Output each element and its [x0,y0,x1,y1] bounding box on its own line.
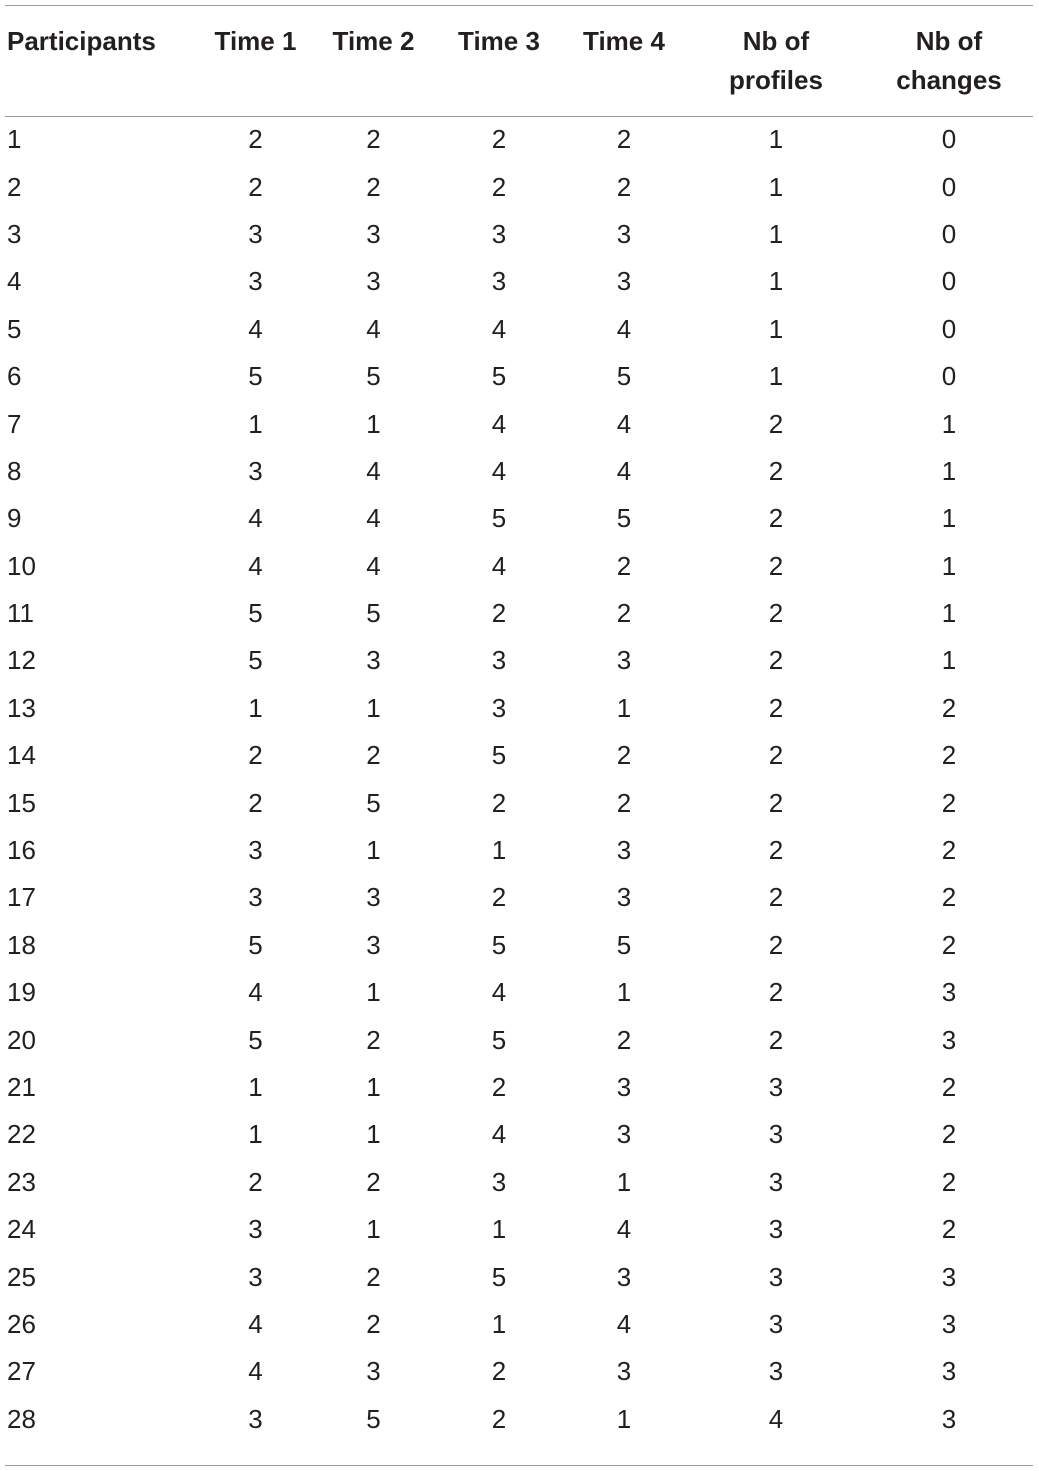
cell-participant: 28 [7,1403,36,1434]
cell-nb-of-profiles: 1 [768,218,784,249]
cell-time-2: 2 [366,1308,381,1339]
cell-nb-of-changes: 1 [941,503,957,534]
cell-time-1: 3 [248,1261,263,1292]
cell-time-3: 4 [491,550,507,581]
cell-nb-of-changes: 2 [941,929,957,960]
cell-participant: 25 [7,1261,36,1292]
cell-time-2: 4 [366,313,381,344]
cell-time-3: 2 [491,882,507,913]
table-row [5,827,1033,874]
table-bottom-rule [5,1465,1033,1466]
cell-time-2: 1 [366,1072,381,1102]
cell-nb-of-profiles: 2 [768,550,784,581]
cell-time-3: 2 [491,171,507,202]
cell-time-2: 3 [366,929,381,960]
cell-time-1: 1 [248,1119,263,1150]
cell-participant: 27 [7,1356,36,1387]
table-row [5,1348,1033,1395]
cell-nb-of-profiles: 2 [768,740,784,771]
cell-time-2: 3 [366,1356,381,1387]
cell-time-1: 4 [248,977,263,1008]
cell-nb-of-changes: 0 [941,171,957,202]
cell-time-4: 4 [616,455,632,486]
header-participants: Participants [7,26,156,56]
table-row [5,211,1033,258]
table-row [5,353,1033,400]
cell-participant: 10 [7,550,36,581]
cell-participant: 24 [7,1214,36,1245]
cell-time-1: 3 [248,455,263,486]
header-time-2: Time 2 [332,26,415,56]
cell-participant: 4 [7,266,22,297]
cell-participant: 7 [7,408,22,439]
cell-time-2: 2 [366,740,381,771]
participants-profile-table [5,6,1033,1443]
cell-time-1: 5 [248,645,263,676]
cell-time-3: 3 [491,218,507,249]
table-row [5,400,1033,447]
cell-time-2: 1 [366,835,381,866]
cell-time-4: 3 [616,882,632,913]
cell-time-3: 5 [491,361,507,392]
table-row [5,637,1033,684]
cell-nb-of-changes: 2 [941,882,957,913]
cell-time-1: 3 [248,882,263,913]
cell-nb-of-profiles: 3 [768,1261,784,1292]
header-time-3: Time 3 [458,26,540,56]
cell-time-3: 5 [491,503,507,534]
table-row [5,874,1033,921]
cell-nb-of-changes: 2 [941,692,957,723]
cell-time-3: 3 [491,266,507,297]
cell-nb-of-changes: 2 [941,835,957,866]
cell-nb-of-changes: 0 [941,124,957,155]
cell-participant: 23 [7,1166,36,1197]
cell-time-1: 2 [248,740,263,771]
cell-participant: 20 [7,1024,36,1055]
cell-time-2: 4 [366,550,381,581]
cell-time-3: 4 [491,455,507,486]
cell-time-4: 1 [616,977,632,1008]
cell-time-4: 5 [616,929,632,960]
cell-nb-of-profiles: 2 [768,787,784,818]
cell-time-4: 4 [616,408,632,439]
table-row [5,1064,1033,1111]
table-row [5,779,1033,826]
cell-time-1: 4 [248,1308,263,1339]
header-nb-of-changes: Nb of changes [896,26,1002,95]
cell-time-2: 5 [366,787,381,818]
cell-time-1: 1 [248,408,263,439]
cell-nb-of-profiles: 2 [768,977,784,1008]
cell-time-2: 3 [366,882,381,913]
cell-time-2: 5 [366,598,381,629]
cell-time-1: 3 [248,266,263,297]
table-body [5,116,1033,1443]
cell-nb-of-changes: 0 [941,218,957,249]
cell-time-2: 2 [366,1024,381,1055]
cell-time-4: 4 [616,313,632,344]
cell-participant: 12 [7,645,36,676]
cell-nb-of-changes: 2 [941,740,957,771]
cell-time-3: 5 [491,1024,507,1055]
cell-time-1: 2 [248,1166,263,1197]
table-row [5,969,1033,1016]
cell-time-1: 4 [248,503,263,534]
cell-time-3: 2 [491,1356,507,1387]
cell-time-1: 4 [248,1356,263,1387]
cell-time-2: 2 [366,171,381,202]
header-time-4: Time 4 [583,26,665,56]
cell-time-4: 3 [616,1072,632,1102]
table-row [5,1159,1033,1206]
cell-time-3: 4 [491,408,507,439]
cell-nb-of-changes: 0 [941,266,957,297]
cell-time-3: 1 [491,835,507,866]
cell-nb-of-changes: 3 [941,1403,957,1434]
cell-nb-of-profiles: 1 [768,361,784,392]
cell-nb-of-changes: 0 [941,361,957,392]
cell-time-3: 2 [491,598,507,629]
cell-participant: 8 [7,455,22,486]
cell-time-3: 2 [491,1403,507,1434]
table-row [5,922,1033,969]
cell-nb-of-profiles: 3 [768,1119,784,1150]
table-row [5,1253,1033,1300]
cell-time-1: 2 [248,124,263,155]
cell-time-2: 1 [366,1119,381,1150]
table-row [5,258,1033,305]
cell-nb-of-changes: 3 [941,1024,957,1055]
table-row [5,732,1033,779]
cell-time-3: 2 [491,124,507,155]
cell-nb-of-profiles: 3 [768,1214,784,1245]
table-row [5,306,1033,353]
cell-time-3: 5 [491,740,507,771]
cell-participant: 3 [7,218,22,249]
cell-time-3: 1 [491,1308,507,1339]
cell-nb-of-profiles: 2 [768,692,784,723]
cell-nb-of-profiles: 4 [768,1403,784,1434]
cell-nb-of-changes: 2 [941,1166,957,1197]
cell-participant: 26 [7,1308,36,1339]
cell-time-2: 5 [366,361,381,392]
cell-participant: 5 [7,313,22,344]
cell-time-4: 3 [616,645,632,676]
cell-nb-of-changes: 2 [941,787,957,818]
cell-participant: 18 [7,929,36,960]
cell-time-1: 4 [248,313,263,344]
cell-time-3: 4 [491,1119,507,1150]
cell-participant: 17 [7,882,36,913]
cell-nb-of-changes: 1 [941,408,957,439]
cell-nb-of-profiles: 1 [768,266,784,297]
cell-nb-of-changes: 3 [941,1261,957,1292]
cell-participant: 14 [7,740,36,771]
cell-nb-of-profiles: 2 [768,455,784,486]
cell-nb-of-changes: 2 [941,1214,957,1245]
cell-time-4: 1 [616,1403,632,1434]
cell-time-3: 2 [491,1072,507,1102]
cell-time-2: 4 [366,455,381,486]
table-row [5,590,1033,637]
cell-time-2: 1 [366,692,381,723]
cell-participant: 22 [7,1119,36,1150]
cell-nb-of-profiles: 1 [768,171,784,202]
cell-time-4: 1 [616,692,632,723]
cell-nb-of-profiles: 2 [768,598,784,629]
cell-nb-of-profiles: 2 [768,929,784,960]
table-row [5,1396,1033,1443]
cell-participant: 19 [7,977,36,1008]
cell-nb-of-profiles: 3 [768,1308,784,1339]
cell-nb-of-changes: 1 [941,455,957,486]
cell-time-2: 1 [366,977,381,1008]
cell-participant: 21 [7,1072,36,1102]
cell-nb-of-changes: 3 [941,1308,957,1339]
cell-time-3: 3 [491,645,507,676]
cell-time-2: 5 [366,1403,381,1434]
cell-nb-of-changes: 2 [941,1119,957,1150]
table-row [5,495,1033,542]
cell-time-2: 2 [366,1166,381,1197]
table-row [5,1301,1033,1348]
cell-time-4: 2 [616,740,632,771]
table-row [5,685,1033,732]
cell-time-4: 2 [616,1024,632,1055]
cell-nb-of-profiles: 3 [768,1166,784,1197]
cell-time-4: 3 [616,1356,632,1387]
table-row [5,163,1033,210]
cell-nb-of-changes: 1 [941,550,957,581]
table-row [5,1206,1033,1253]
header-nb-of-profiles: Nb of profiles [729,26,823,95]
cell-time-4: 2 [616,171,632,202]
table-row [5,543,1033,590]
cell-time-3: 2 [491,787,507,818]
cell-time-1: 1 [248,1072,263,1102]
cell-time-3: 4 [491,977,507,1008]
cell-nb-of-profiles: 2 [768,835,784,866]
cell-nb-of-changes: 3 [941,1356,957,1387]
cell-time-2: 1 [366,1214,381,1245]
cell-participant: 2 [7,171,22,202]
cell-time-4: 3 [616,1261,632,1292]
cell-time-4: 1 [616,1166,632,1197]
cell-time-4: 3 [616,218,632,249]
cell-participant: 11 [7,598,34,629]
cell-time-2: 3 [366,218,381,249]
cell-nb-of-changes: 1 [941,645,957,676]
cell-time-4: 2 [616,787,632,818]
cell-time-4: 2 [616,550,632,581]
cell-participant: 16 [7,835,36,866]
cell-time-3: 3 [491,1166,507,1197]
cell-time-4: 4 [616,1308,632,1339]
cell-time-1: 3 [248,218,263,249]
cell-time-4: 3 [616,266,632,297]
cell-time-2: 3 [366,266,381,297]
table-header-row [5,6,1033,116]
cell-time-3: 5 [491,929,507,960]
cell-time-4: 5 [616,503,632,534]
cell-time-3: 5 [491,1261,507,1292]
cell-nb-of-profiles: 1 [768,124,784,155]
cell-participant: 9 [7,503,22,534]
cell-nb-of-changes: 3 [941,977,957,1008]
cell-time-1: 3 [248,835,263,866]
header-time-1: Time 1 [214,26,297,56]
cell-time-1: 3 [248,1214,263,1245]
cell-time-1: 2 [248,171,263,202]
cell-time-3: 3 [491,692,507,723]
cell-time-1: 5 [248,929,263,960]
cell-time-4: 3 [616,835,632,866]
cell-nb-of-profiles: 2 [768,645,784,676]
cell-time-3: 1 [491,1214,507,1245]
cell-nb-of-changes: 0 [941,313,957,344]
cell-time-1: 2 [248,787,263,818]
cell-time-1: 5 [248,1024,263,1055]
table-row [5,1016,1033,1063]
cell-time-1: 3 [248,1403,263,1434]
cell-time-4: 2 [616,124,632,155]
cell-time-4: 5 [616,361,632,392]
cell-time-4: 3 [616,1119,632,1150]
cell-time-3: 4 [491,313,507,344]
table-row [5,1111,1033,1158]
cell-time-2: 2 [366,1261,381,1292]
cell-time-2: 4 [366,503,381,534]
cell-time-2: 3 [366,645,381,676]
cell-time-2: 1 [366,408,381,439]
cell-time-1: 4 [248,550,263,581]
cell-nb-of-profiles: 2 [768,408,784,439]
cell-participant: 6 [7,361,22,392]
cell-time-4: 4 [616,1214,632,1245]
cell-nb-of-profiles: 3 [768,1356,784,1387]
cell-nb-of-profiles: 2 [768,1024,784,1055]
cell-participant: 13 [7,692,36,723]
cell-participant: 1 [7,124,22,155]
cell-participant: 15 [7,787,36,818]
table-row [5,116,1033,163]
cell-time-2: 2 [366,124,381,155]
table-row [5,448,1033,495]
cell-time-1: 5 [248,361,263,392]
cell-time-1: 1 [248,692,263,723]
cell-time-4: 2 [616,598,632,629]
cell-nb-of-profiles: 1 [768,313,784,344]
cell-nb-of-changes: 2 [941,1072,957,1102]
cell-nb-of-changes: 1 [941,598,957,629]
cell-nb-of-profiles: 3 [768,1072,784,1102]
cell-nb-of-profiles: 2 [768,503,784,534]
cell-time-1: 5 [248,598,263,629]
cell-nb-of-profiles: 2 [768,882,784,913]
